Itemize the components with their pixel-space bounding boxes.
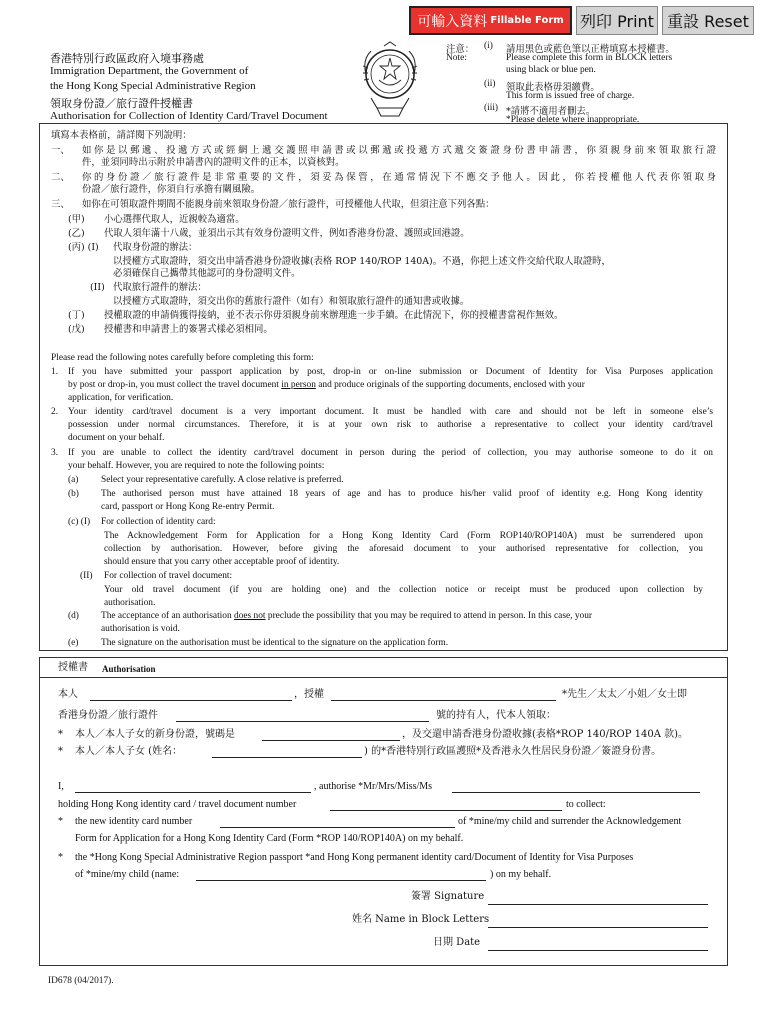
authorisation-heading-en: Authorisation [102, 664, 156, 674]
instructions-zh-c2-line1: 以授權方式取證時，須交出你的舊旅行證件（如有）和領取旅行證件的通知書或收據。 [113, 296, 470, 307]
instructions-en-c-line3: should ensure that you carry other acceptable proof of identity. [104, 557, 340, 567]
instructions-zh-a-text: 小心選擇代取人，近親較為適當。 [104, 214, 245, 225]
note-iii-zh: *請將不適用者刪去。 [506, 106, 596, 117]
auth-en-row4-asterisk: * [58, 852, 63, 863]
instructions-zh-c-line2: 必須確保自己攜帶其他認可的身份證明文件。 [113, 268, 301, 279]
instructions-en-p3-number: 3. [51, 448, 59, 458]
auth-en-row4-label-b: ) on my behalf. [490, 869, 552, 880]
auth-zh-row3-asterisk: * [58, 729, 63, 740]
fillable-label-en: Fillable Form [490, 15, 564, 26]
instructions-en-d-line1 [101, 610, 592, 622]
instructions-zh-d-text: 授權取證的申請倘獲得接納，並不表示你毋須親身前來辦理進一步手續。在此情況下，你的授權書當視作無效。 [104, 310, 564, 321]
instructions-zh-p1-number: 一、 [51, 145, 70, 156]
authorised-person-id-zh-input[interactable] [176, 710, 429, 722]
instructions-zh-d-number: (丁) [68, 310, 85, 321]
note-label-en: Note: [446, 53, 467, 63]
note-iii-number: (iii) [484, 103, 499, 113]
instructions-en-d-line1a: The acceptance of an authorisation [101, 611, 235, 621]
instructions-en-c-line2: collection by authorisation. However, before giving the aforesaid document to your authorised representative for collection, you [104, 544, 703, 554]
signature-label: 簽署 Signature [411, 891, 485, 902]
instructions-en-c-number: (c) (I) [68, 517, 91, 527]
instructions-en-p1-line2 [68, 379, 585, 391]
name-block-letters-input[interactable] [488, 916, 708, 928]
instructions-en-c2-number: (II) [80, 571, 93, 581]
new-id-card-number-en-input[interactable] [220, 816, 455, 828]
instructions-en-p2-number: 2. [51, 407, 59, 417]
instructions-en-p1-line2b: and produce originals of the supporting documents, enclosed with your [315, 380, 585, 390]
auth-en-row3-label-a: the new identity card number [75, 816, 193, 827]
instructions-en-p2-line1: Your identity card/travel document is a very important document. It must be handled with care and should not be left in someone else’s [68, 407, 713, 417]
name-block-letters-label: 姓名 Name in Block Letters [352, 914, 490, 925]
instructions-zh-p2-line1: 你的身份證／旅行證件是非常重要的文件，須妥為保管，在通常情況下不應交予他人。因此，你若授權他人代表你領取身 [82, 172, 716, 183]
auth-zh-row3-label-b: ，及交還申請香港身份證收據(表格*ROP 140/ROP 140A 款)。 [402, 729, 689, 740]
instructions-en-p3-line2: your behalf. However, you are required to note the following points: [68, 461, 325, 471]
note-iii-en: *Please delete where inappropriate. [506, 115, 640, 125]
date-input[interactable] [488, 939, 708, 951]
auth-en-row3-asterisk: * [58, 816, 63, 827]
instructions-en-d-line2: authorisation is void. [101, 624, 180, 634]
auth-en-row2-label-a: holding Hong Kong identity card / travel document number [58, 799, 297, 810]
instructions-en-c-text: For collection of identity card: [101, 517, 216, 527]
instructions-en-b-line2: card, passport or Hong Kong Re-entry Permit. [101, 502, 275, 512]
authorised-person-id-en-input[interactable] [330, 799, 562, 811]
form-title-zh: 領取身份證／旅行證件授權書 [50, 97, 193, 110]
instructions-en-e-number: (e) [68, 638, 79, 648]
does-not-underlined: does not [234, 611, 266, 621]
instructions-en-intro: Please read the following notes carefully before completing this form: [51, 353, 314, 363]
department-name-en-line2: the Hong Kong Special Administrative Region [50, 80, 256, 92]
fillable-form-button[interactable] [409, 6, 572, 35]
instructions-zh-c2-number: (II) [90, 282, 105, 293]
note-ii-number: (ii) [484, 79, 496, 89]
instructions-en-p3-line1: If you are unable to collect the identity card/travel document in person during the period of collection, you may authorise someone to do it on [68, 448, 713, 458]
instructions-en-c-line1: The Acknowledgement Form for Application for a Hong Kong Identity Card (Form ROP140/ROP140A) must be surrendered upon [104, 531, 703, 541]
instructions-zh-e-number: (戊) [68, 324, 85, 335]
authorised-person-name-en-input[interactable] [452, 781, 700, 793]
instructions-zh-c-line1: 以授權方式取證時，須交出申請香港身份證收據(表格 ROP 140/ROP 140A)。不過，你把上述文件交給代取人取證時， [113, 256, 611, 267]
instructions-en-p1-number: 1. [51, 367, 59, 377]
date-label: 日期 Date [433, 937, 481, 948]
department-name-en-line1: Immigration Department, the Government of [50, 65, 249, 77]
note-ii-en: This form is issued free of charge. [506, 91, 635, 101]
auth-zh-row4-label-b: ) 的*香港特別行政區護照*及香港永久性居民身份證／簽證身份書。 [364, 746, 662, 757]
reset-button[interactable]: 重設 Reset [662, 6, 754, 35]
child-name-en-input[interactable] [196, 869, 486, 881]
auth-zh-row2-label-b: 號的持有人，代本人領取： [436, 710, 556, 721]
form-code: ID678 (04/2017). [48, 976, 114, 986]
instructions-en-p1-line2a: by post or drop-in, you must collect the travel document [68, 380, 282, 390]
instructions-en-p1-line3: application, for verification. [68, 393, 174, 403]
auth-en-row4-label-a: of *mine/my child (name: [75, 869, 180, 880]
auth-en-row1-label-a: I, [58, 781, 64, 792]
auth-en-row2-label-b: to collect: [566, 799, 606, 810]
signature-input[interactable] [488, 893, 708, 905]
instructions-en-p2-line2: possession under normal circumstances. Therefore, it is at your own risk to authorise a representative to collect your identity card/travel [68, 420, 713, 430]
instructions-en-a-text: Select your representative carefully. A close relative is preferred. [101, 475, 344, 485]
instructions-en-d-number: (d) [68, 611, 79, 621]
auth-en-row3-label-b: of *mine/my child and surrender the Acknowledgement [458, 816, 682, 827]
auth-zh-row1-label-c: *先生／太太／小姐／女士即 [562, 689, 687, 700]
form-title-en: Authorisation for Collection of Identity Card/Travel Document [50, 110, 328, 122]
auth-zh-row3-label-a: 本人／本人子女的新身份證，號碼是 [75, 729, 235, 740]
auth-zh-row4-label-a: 本人／本人子女 (姓名： [75, 746, 183, 757]
auth-en-row3-line2: Form for Application for a Hong Kong Identity Card (Form *ROP 140/ROP140A) on my behalf. [75, 833, 464, 844]
instructions-zh-p3-number: 三、 [51, 199, 70, 210]
instructions-zh-e-text: 授權書和申請書上的簽署式樣必須相同。 [104, 324, 273, 335]
print-button[interactable]: 列印 Print [576, 6, 658, 35]
hksar-emblem-icon [357, 40, 423, 120]
authoriser-name-en-input[interactable] [75, 781, 311, 793]
auth-zh-row1-label-b: ，授權 [294, 689, 324, 700]
instructions-en-b-line1: The authorised person must have attained 18 years of age and has to produce his/her valid proof of identity e.g. Hong Kong identity [101, 489, 703, 499]
instructions-en-e-text: The signature on the authorisation must be identical to the signature on the application form. [101, 638, 449, 648]
note-i-zh: 請用黑色或藍色筆以正楷填寫本授權書。 [506, 44, 675, 55]
instructions-en-p1-line1: If you have submitted your passport application by post, drop-in or on-line submission or Document of Identity for Visa Purposes application [68, 367, 713, 377]
auth-zh-row4-asterisk: * [58, 746, 63, 757]
instructions-en-p2-line3: document on your behalf. [68, 433, 165, 443]
instructions-zh-p3-line1: 如你在可領取證件期間不能親身前來領取身份證／旅行證件，可授權他人代取，但須注意下列各點： [82, 199, 495, 210]
instructions-en-c2-line1: Your old travel document (if you are holding one) and the collection notice or receipt must be produced upon collection by [104, 585, 703, 595]
note-i-number: (i) [484, 41, 493, 51]
instructions-en-c2-line2: authorisation. [104, 598, 156, 608]
instructions-en-a-number: (a) [68, 475, 79, 485]
authorised-person-name-zh-input[interactable] [331, 689, 556, 701]
department-name-zh: 香港特別行政區政府入境事務處 [50, 52, 204, 65]
authorisation-heading-zh: 授權書 [58, 662, 88, 673]
instructions-zh-p2-number: 二、 [51, 172, 70, 183]
child-name-zh-input[interactable] [212, 746, 362, 758]
note-label-zh: 注意： [446, 44, 475, 55]
instructions-zh-c-text: 代取身份證的辦法： [113, 242, 198, 253]
instructions-zh-p2-line2: 份證／旅行證件，你須自行承擔有關風險。 [82, 184, 261, 195]
instructions-en-b-number: (b) [68, 489, 79, 499]
instructions-zh-p1-line1: 如你是以郵遞、投遞方式或經網上遞交護照申請書或以郵遞或投遞方式遞交簽證身份書申請書，你須親身前來領取旅行證 [82, 145, 716, 156]
authoriser-name-zh-input[interactable] [90, 689, 292, 701]
in-person-underlined: in person [281, 380, 316, 390]
auth-en-row1-label-b: , authorise *Mr/Mrs/Miss/Ms [314, 781, 433, 792]
instructions-zh-p1-line2: 件，並須同時出示附於申請書內的證明文件的正本，以資核對。 [82, 157, 345, 168]
new-id-card-number-zh-input[interactable] [262, 729, 400, 741]
auth-zh-row2-label-a: 香港身份證／旅行證件 [58, 710, 158, 721]
instructions-en-c2-text: For collection of travel document: [104, 571, 233, 581]
note-ii-zh: 領取此表格毋須繳費。 [506, 82, 600, 93]
instructions-zh-c2-text: 代取旅行證件的辦法： [113, 282, 207, 293]
instructions-en-d-line1b: preclude the possibility that you may be required to attend in person. In this case, your [265, 611, 593, 621]
instructions-zh-b-text: 代取人須年滿十八歲，並須出示其有效身份證明文件，例如香港身份證、護照或回港證。 [104, 228, 470, 239]
note-i-en-line2: using black or blue pen. [506, 65, 596, 75]
auth-en-row4-line1: the *Hong Kong Special Administrative Region passport *and Hong Kong permanent identity card/Document of Identity for Visa Purposes [75, 852, 634, 863]
note-i-en-line1: Please complete this form in BLOCK letters [506, 53, 673, 63]
instructions-zh-a-number: (甲) [68, 214, 85, 225]
instructions-zh-intro: 填寫本表格前，請詳閱下列說明： [51, 130, 192, 141]
instructions-zh-c-number: (丙) (I) [68, 242, 99, 253]
auth-zh-row1-label-a: 本人 [58, 689, 78, 700]
instructions-zh-b-number: (乙) [68, 228, 85, 239]
fillable-label-zh: 可輸入資料 [417, 13, 488, 30]
